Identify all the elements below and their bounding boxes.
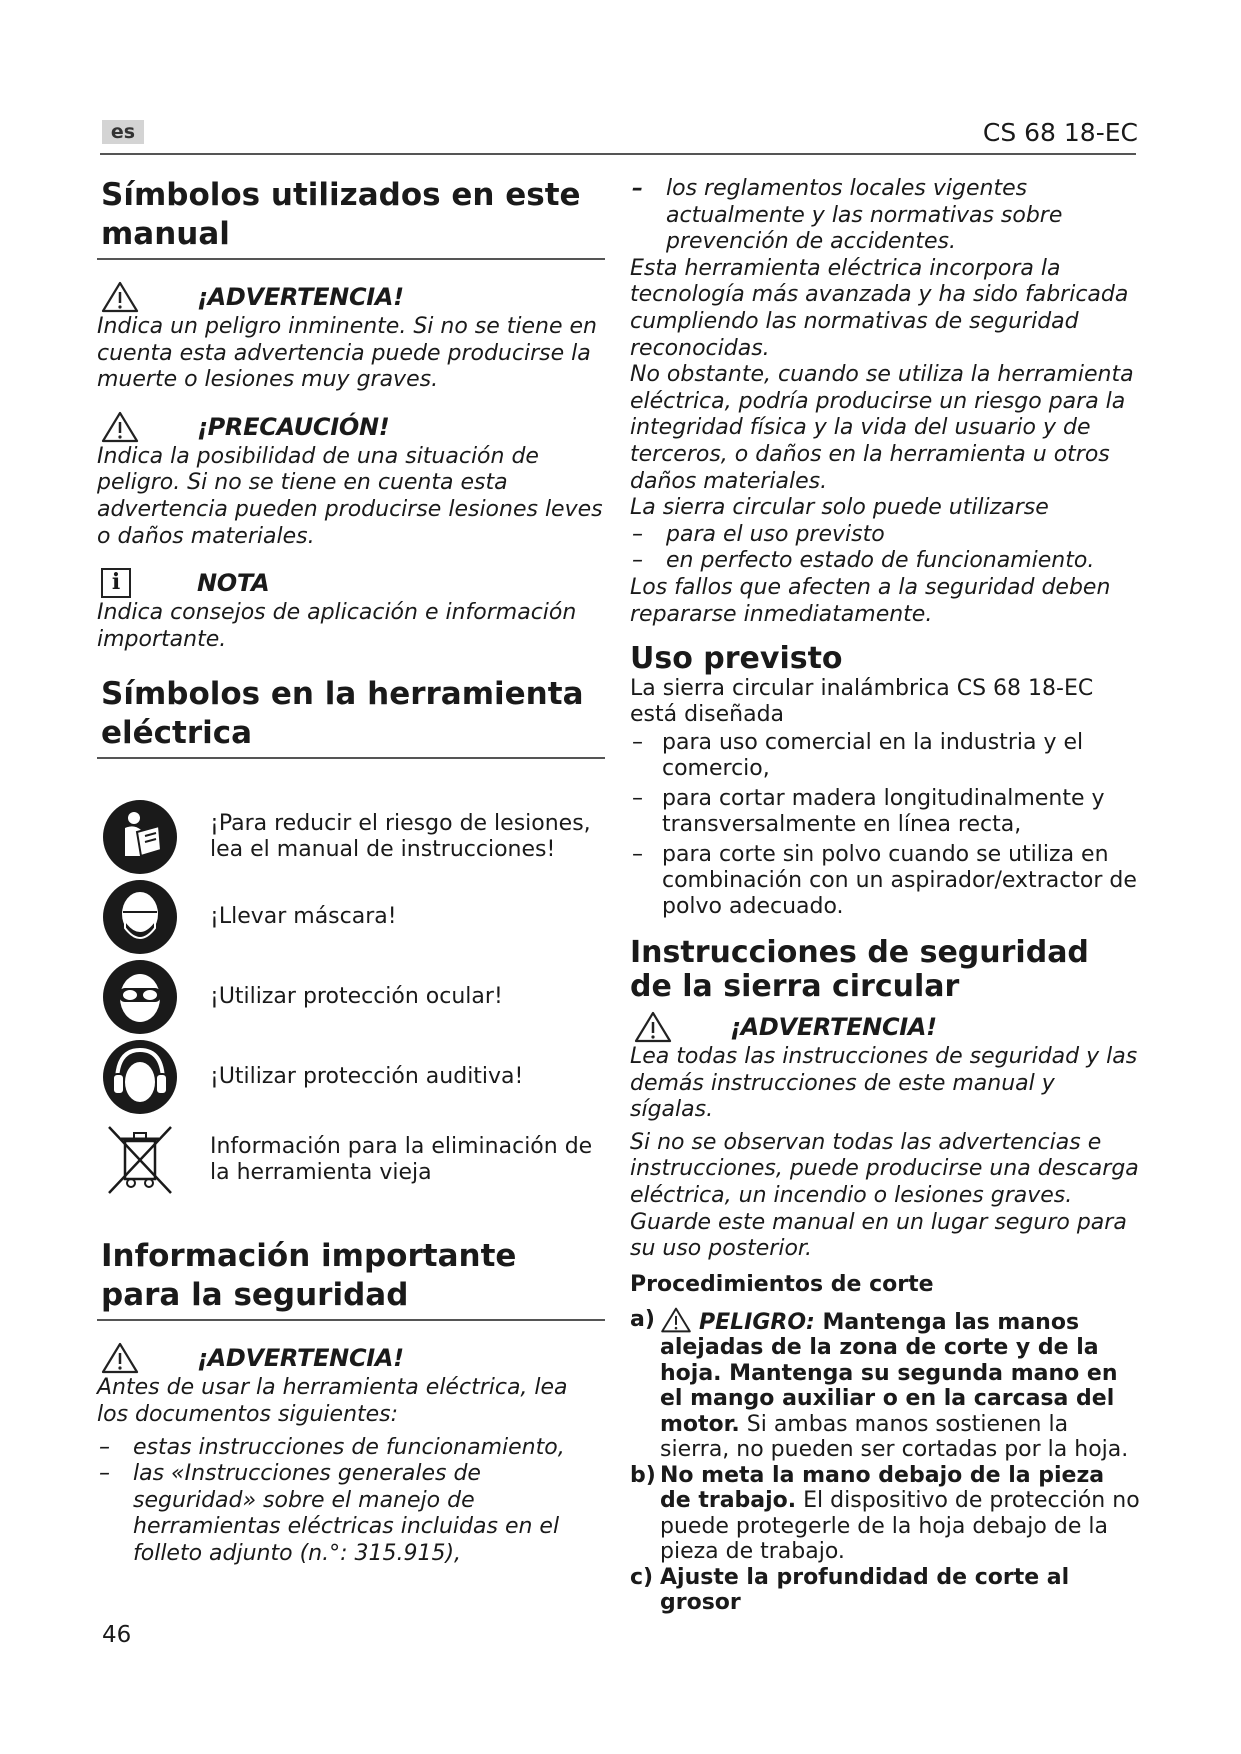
list-item: – para uso comercial en la industria y el comercio,: [632, 730, 1084, 782]
list-item: – para cortar madera longitudinalmente y transversalmente en línea recta,: [632, 786, 1105, 838]
para-faults: Los fallos que afecten a la seguridad deben repararse inmediatamente.: [630, 574, 1111, 627]
read-manual-icon: [101, 798, 179, 876]
symbol-text-bin: Información para la eliminación de la herramienta vieja: [210, 1134, 593, 1186]
symbol-row-mask: [97, 877, 605, 957]
tool-symbols-list: [97, 797, 605, 1203]
list-item: – para corte sin polvo cuando se utiliza en combinación con un aspirador/extractor de polvo adecuado.: [632, 842, 1137, 920]
symbol-text-read-manual: ¡Para reducir el riesgo de lesiones, lea el manual de instrucciones!: [210, 811, 591, 863]
regulations-list: [630, 176, 1140, 256]
list-item: – en perfecto estado de funcionamiento.: [632, 548, 1095, 574]
caution-heading: [97, 410, 605, 444]
saw-safety-p1: Lea todas las instrucciones de seguridad y las demás instrucciones de este manual y sígalas.: [630, 1044, 1138, 1123]
header-rule: [100, 153, 1136, 155]
section-title-symbols-tool: Símbolos en la herramienta eléctrica: [97, 675, 605, 759]
warning-heading: [97, 280, 605, 314]
warning-triangle-icon: [101, 1342, 139, 1374]
saw-safety-p3: Guarde este manual en un lugar seguro para su uso posterior.: [630, 1209, 1127, 1262]
right-column: [630, 176, 1140, 1616]
cutting-procedures-title: Procedimientos de corte: [630, 1271, 934, 1297]
safety-intro: Antes de usar la herramienta eléctrica, lea los documentos siguientes:: [97, 1375, 568, 1427]
saw-safety-p2: Si no se observan todas las advertencias e instrucciones, puede producirse una descarga eléctrica, un incendio o lesiones graves.: [630, 1129, 1139, 1209]
list-item: b) No meta la mano debajo de la pieza de trabajo. El dispositivo de protección no puede protegerle de la hoja debajo de la pieza de trabajo.: [630, 1462, 1140, 1565]
note-text: Indica consejos de aplicación e información importante.: [97, 600, 577, 652]
warning-label: ¡ADVERTENCIA!: [197, 283, 404, 311]
section-title-symbols-manual: Símbolos utilizados en este manual: [97, 176, 605, 260]
symbol-row-ear: [97, 1037, 605, 1117]
symbol-text-mask: ¡Llevar máscara!: [210, 904, 397, 930]
wear-mask-icon: [101, 878, 179, 956]
caution-triangle-icon: [101, 411, 139, 443]
para-technology: Esta herramienta eléctrica incorpora la tecnología más avanzada y ha sido fabricada cumpliendo las normativas de seguridad reconocidas.: [630, 255, 1129, 361]
symbol-text-eye: ¡Utilizar protección ocular!: [210, 984, 503, 1010]
usage-list: [630, 522, 1140, 575]
symbol-row-eye: [97, 957, 605, 1037]
eye-protection-icon: [101, 958, 179, 1036]
section-title-safety-info: Información importante para la seguridad: [97, 1237, 605, 1321]
list-item: a) PELIGRO: Mantenga las manos alejadas de la zona de corte y de la hoja. Mantenga su segunda mano en el mango auxiliar o en la carcasa del motor. Si ambas manos sostienen la sierra, no pueden ser cortadas por la hoja.: [630, 1306, 1129, 1463]
warning-triangle-icon: [101, 281, 139, 313]
crossed-bin-icon: [101, 1121, 179, 1199]
left-column: [97, 176, 605, 1568]
safety-warning-heading: [97, 1341, 605, 1375]
para-usage: La sierra circular solo puede utilizarse: [630, 495, 1049, 521]
safety-docs-list: [97, 1435, 605, 1568]
intended-use-body: [630, 676, 1140, 920]
cutting-procedures-list: [630, 1307, 1140, 1616]
warning-text: Indica un peligro inminente. Si no se tiene en cuenta esta advertencia puede producirse la muerte o lesiones muy graves.: [97, 314, 597, 393]
list-item: c) Ajuste la profundidad de corte al grosor: [630, 1564, 1070, 1616]
warning-triangle-icon: [634, 1011, 672, 1043]
section-title-intended-use: Uso previsto: [630, 641, 843, 677]
note-label: NOTA: [197, 569, 270, 598]
list-item: – las «Instrucciones generales de seguridad» sobre el manejo de herramientas eléctricas incluidas en el folleto adjunto (n.°: 315.915),: [99, 1461, 560, 1566]
safety-warning-label: ¡ADVERTENCIA!: [197, 1344, 404, 1373]
ear-protection-icon: [101, 1038, 179, 1116]
model-title: CS 68 18-EC: [982, 118, 1138, 147]
list-item: – estas instrucciones de funcionamiento,: [99, 1434, 565, 1460]
para-risk: No obstante, cuando se utiliza la herramienta eléctrica, podría producirse un riesgo para la integridad física y la vida del usuario y de terceros, o daños en la herramienta u otros daños materiales.: [630, 362, 1134, 494]
language-badge: es: [102, 120, 144, 144]
note-heading: [97, 566, 605, 600]
saw-warning-heading: [630, 1010, 1140, 1044]
warning-triangle-icon: [660, 1307, 692, 1333]
symbol-text-ear: ¡Utilizar protección auditiva!: [210, 1064, 524, 1090]
symbol-row-bin: [97, 1117, 605, 1203]
saw-warning-label: ¡ADVERTENCIA!: [730, 1013, 937, 1042]
symbol-row-read-manual: [97, 797, 605, 877]
caution-text: Indica la posibilidad de una situación de peligro. Si no se tiene en cuenta esta advertencia pueden producirse lesiones leves o daños materiales.: [97, 443, 603, 549]
page-number: 46: [102, 1622, 132, 1648]
caution-label: ¡PRECAUCIÓN!: [197, 412, 390, 441]
list-item: – los reglamentos locales vigentes actualmente y las normativas sobre prevención de accidentes.: [632, 176, 1063, 255]
info-icon: i: [101, 568, 131, 598]
list-item: – para el uso previsto: [632, 521, 885, 547]
intended-use-list: [630, 730, 1140, 920]
section-title-saw-safety: Instrucciones de seguridad de la sierra circular: [630, 935, 1089, 1005]
intended-use-intro: La sierra circular inalámbrica CS 68 18-EC está diseñada: [630, 676, 1094, 728]
